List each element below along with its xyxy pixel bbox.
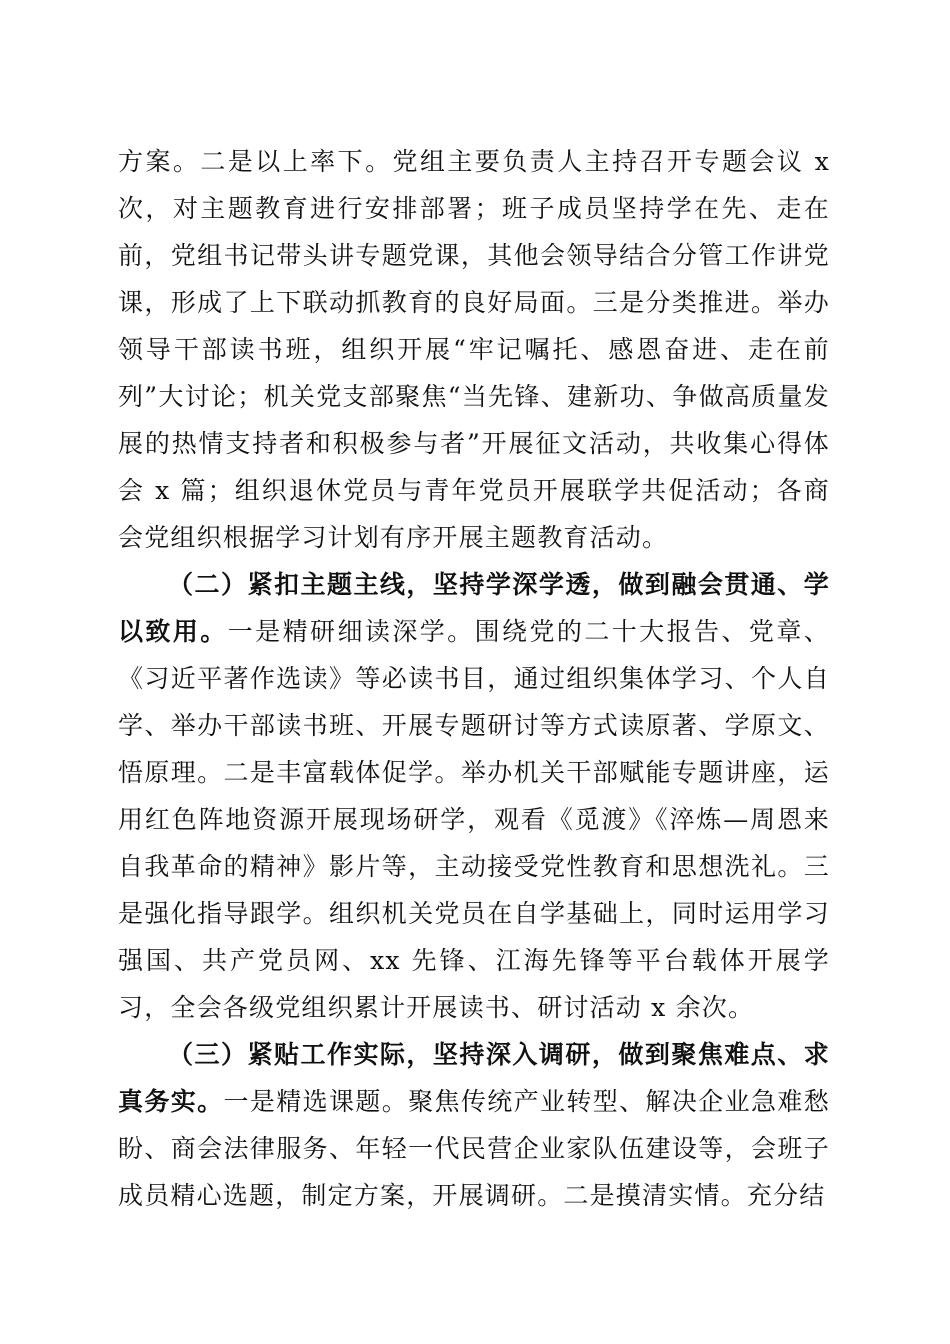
- paragraph-section-2: [118, 561, 830, 1031]
- paragraph-continuation: [118, 138, 830, 561]
- paragraph-3-body: 一是精选课题。聚焦传统产业转型、解决企业急难愁盼、商会法律服务、年轻一代民营企业家队伍建设等，会班子成员精心选题，制定方案，开展调研。二是摸清实情。充分结: [118, 1087, 830, 1210]
- paragraph-2-body: 一是精研细读深学。围绕党的二十大报告、党章、《习近平著作选读》等必读书目，通过组织集体学习、个人自学、举办干部读书班、开展专题研讨等方式读原著、学原文、悟原理。二是丰富载体促学。举办机关干部赋能专题讲座，运用红色阵地资源开展现场研学，观看《觅渡》《淬炼—周恩来自我革命的精神》影片等，主动接受党性教育和思想洗礼。三是强化指导跟学。组织机关党员在自学基础上，同时运用学习强国、共产党员网、xx 先锋、江海先锋等平台载体开展学习，全会各级党组织累计开展读书、研讨活动 x 余次。: [118, 617, 830, 1022]
- paragraph-1-body: 方案。二是以上率下。党组主要负责人主持召开专题会议 x 次，对主题教育进行安排部署；班子成员坚持学在先、走在前，党组书记带头讲专题党课，其他会领导结合分管工作讲党课，形成了上下联动抓教育的良好局面。三是分类推进。举办领导干部读书班，组织开展“牢记嘱托、感恩奋进、走在前列”大讨论；机关党支部聚焦“当先锋、建新功、争做高质量发展的热情支持者和积极参与者”开展征文活动，共收集心得体会 x 篇；组织退休党员与青年党员开展联学共促活动；各商会党组织根据学习计划有序开展主题教育活动。: [118, 147, 830, 552]
- document-body: [118, 138, 830, 1219]
- paragraph-section-3: [118, 1031, 830, 1219]
- paragraph-3-heading: （三）紧贴工作实际，坚持深入调研，做到聚焦难点、求真务实。: [118, 1040, 830, 1116]
- paragraph-2-heading: （二）紧扣主题主线，坚持学深学透，做到融会贯通、学以致用。: [118, 570, 830, 646]
